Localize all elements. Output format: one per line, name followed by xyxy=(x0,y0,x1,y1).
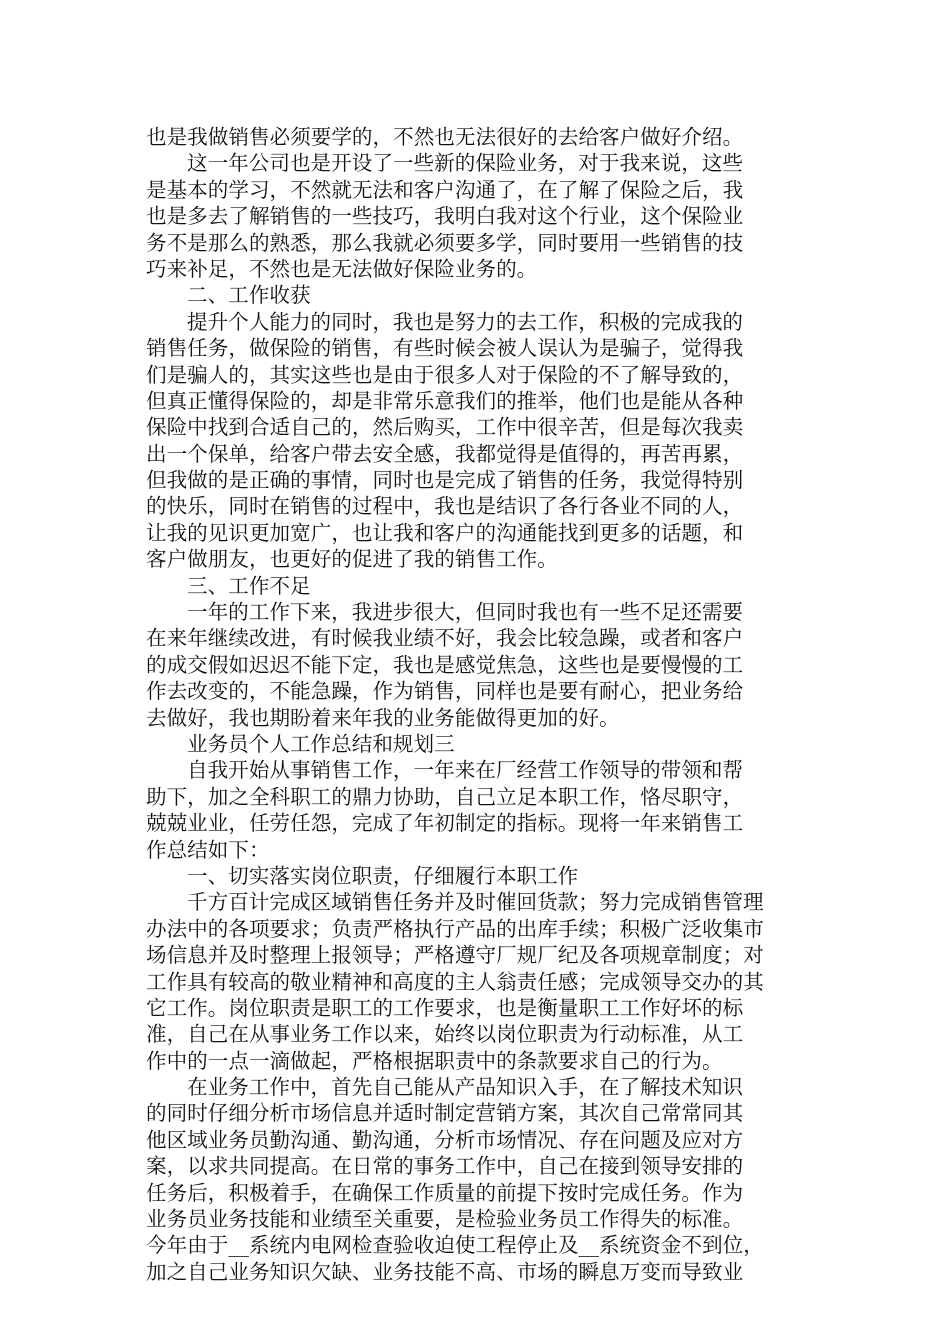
text-line: 准，自己在从事业务工作以来，始终以岗位职责为行动标准，从工 xyxy=(146,1022,744,1047)
text-line: 任务后，积极着手，在确保工作质量的前提下按时完成任务。作为 xyxy=(146,1180,744,1205)
text-line: 但真正懂得保险的，却是非常乐意我们的推举，他们也是能从各种 xyxy=(146,388,744,413)
text-line: 在业务工作中，首先自己能从产品知识入手，在了解技术知识 xyxy=(187,1075,744,1100)
text-line: 一年的工作下来，我进步很大，但同时我也有一些不足还需要 xyxy=(187,600,744,625)
document-body xyxy=(146,124,816,1285)
text-line: 三、工作不足 xyxy=(187,573,311,598)
text-line: 的快乐，同时在销售的过程中，我也是结识了各行各业不同的人， xyxy=(146,494,744,519)
text-line: 一、切实落实岗位职责，仔细履行本职工作 xyxy=(187,863,579,888)
text-line: 案，以求共同提高。在日常的事务工作中，自己在接到领导安排的 xyxy=(146,1154,744,1179)
text-line: 办法中的各项要求；负责严格执行产品的出库手续；积极广泛收集市 xyxy=(146,916,764,941)
text-line: 但我做的是正确的事情，同时也是完成了销售的任务，我觉得特别 xyxy=(146,468,744,493)
text-line: 工作具有较高的敬业精神和高度的主人翁责任感；完成领导交办的其 xyxy=(146,969,764,994)
text-line: 场信息并及时整理上报领导；严格遵守厂规厂纪及各项规章制度；对 xyxy=(146,943,764,968)
text-line: 也是多去了解销售的一些技巧，我明白我对这个行业，这个保险业 xyxy=(146,204,744,229)
text-line: 他区域业务员勤沟通、勤沟通，分析市场情况、存在问题及应对方 xyxy=(146,1127,744,1152)
text-line: 保险中找到合适自己的，然后购买，工作中很辛苦，但是每次我卖 xyxy=(146,415,744,440)
text-line: 让我的见识更加宽广，也让我和客户的沟通能找到更多的话题，和 xyxy=(146,520,744,545)
text-line: 自我开始从事销售工作，一年来在厂经营工作领导的带领和帮 xyxy=(187,758,744,783)
text-line: 去做好，我也期盼着来年我的业务能做得更加的好。 xyxy=(146,705,620,730)
text-line: 加之自己业务知识欠缺、业务技能不高、市场的瞬息万变而导致业 xyxy=(146,1259,744,1284)
text-line: 它工作。岗位职责是职工的工作要求，也是衡量职工工作好坏的标 xyxy=(146,995,744,1020)
text-line: 出一个保单，给客户带去安全感，我都觉得是值得的，再苦再累， xyxy=(146,441,744,466)
text-line: 是基本的学习，不然就无法和客户沟通了，在了解了保险之后，我 xyxy=(146,177,744,202)
text-line: 作去改变的，不能急躁，作为销售，同样也是要有耐心，把业务给 xyxy=(146,679,744,704)
text-line: 销售任务，做保险的销售，有些时候会被人误认为是骗子，觉得我 xyxy=(146,336,744,361)
text-line: 在来年继续改进，有时候我业绩不好，我会比较急躁，或者和客户 xyxy=(146,626,744,651)
text-line: 千方百计完成区域销售任务并及时催回货款；努力完成销售管理 xyxy=(187,890,764,915)
text-line: 巧来补足，不然也是无法做好保险业务的。 xyxy=(146,256,538,281)
text-line: 客户做朋友，也更好的促进了我的销售工作。 xyxy=(146,547,558,572)
text-line: 兢兢业业，任劳任怨，完成了年初制定的指标。现将一年来销售工 xyxy=(146,811,744,836)
text-line: 们是骗人的，其实这些也是由于很多人对于保险的不了解导致的， xyxy=(146,362,744,387)
text-line: 的同时仔细分析市场信息并适时制定营销方案，其次自己常常同其 xyxy=(146,1101,744,1126)
text-line: 作中的一点一滴做起，严格根据职责中的条款要求自己的行为。 xyxy=(146,1048,723,1073)
text-line: 业务员个人工作总结和规划三 xyxy=(187,731,455,756)
text-line: 业务员业务技能和业绩至关重要，是检验业务员工作得失的标准。 xyxy=(146,1207,744,1232)
text-line: 作总结如下： xyxy=(146,837,270,862)
text-line: 二、工作收获 xyxy=(187,283,311,308)
text-line: 的成交假如迟迟不能下定，我也是感觉焦急，这些也是要慢慢的工 xyxy=(146,652,744,677)
text-line: 助下，加之全科职工的鼎力协助，自己立足本职工作，恪尽职守， xyxy=(146,784,744,809)
text-line: 这一年公司也是开设了一些新的保险业务，对于我来说，这些 xyxy=(187,151,744,176)
text-line: 务不是那么的熟悉，那么我就必须要多学，同时要用一些销售的技 xyxy=(146,230,744,255)
text-line: 也是我做销售必须要学的，不然也无法很好的去给客户做好介绍。 xyxy=(146,125,744,149)
text-line: 今年由于__系统内电网检查验收迫使工程停止及__系统资金不到位， xyxy=(146,1233,764,1258)
text-line: 提升个人能力的同时，我也是努力的去工作，积极的完成我的 xyxy=(187,309,744,334)
